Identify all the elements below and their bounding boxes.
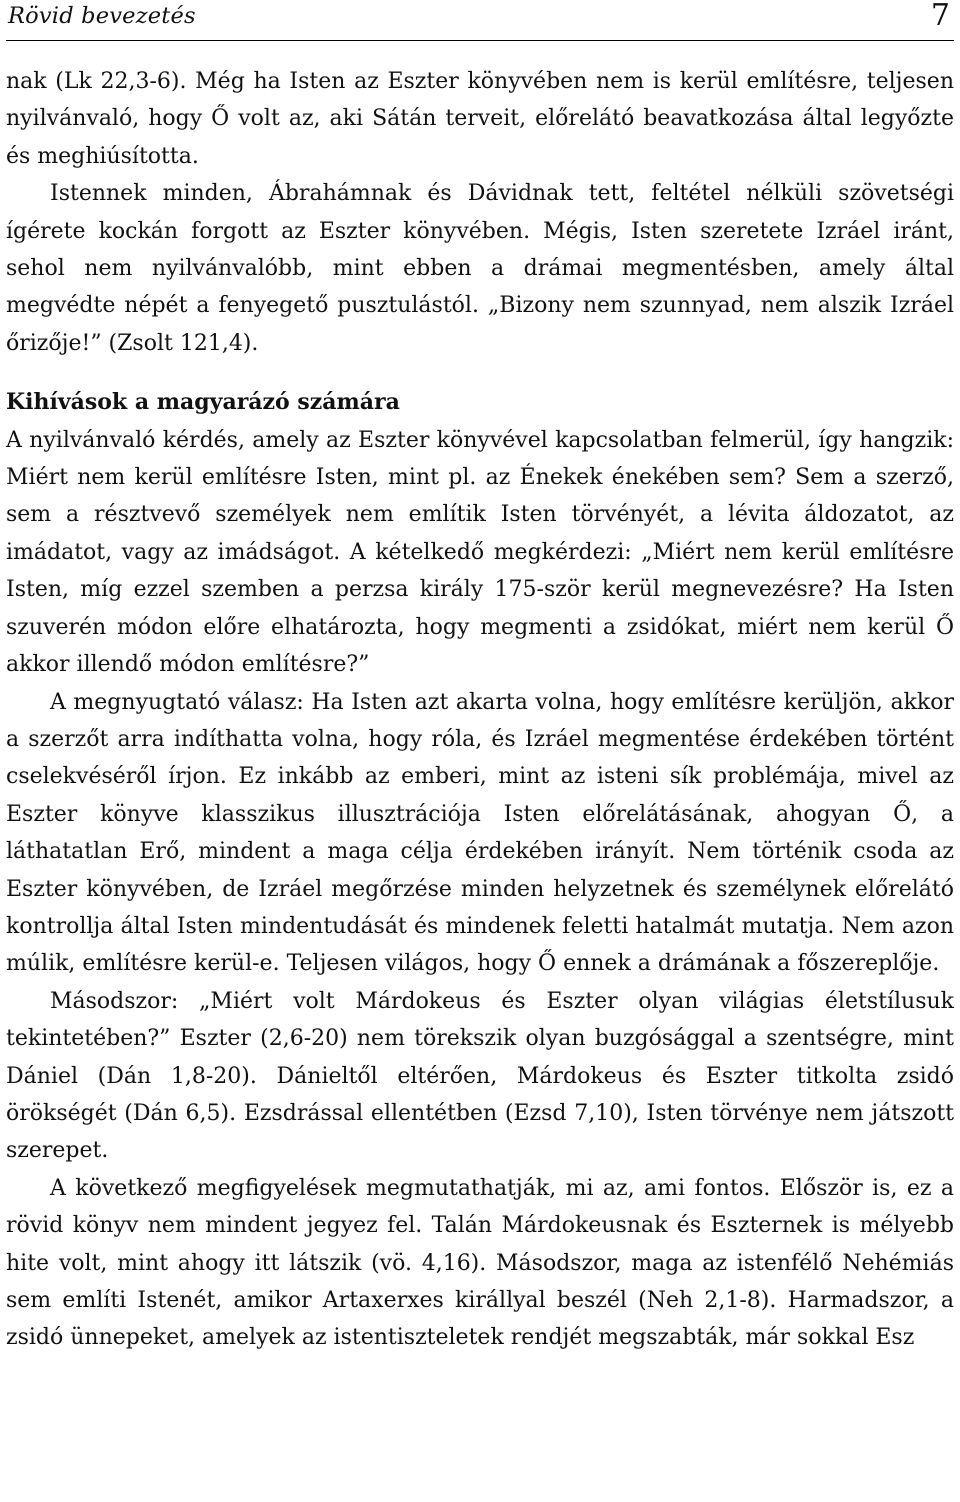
page-number: 7 <box>930 0 950 33</box>
running-header <box>6 0 954 41</box>
body-paragraph: Istennek minden, Ábrahámnak és Dávidnak tett, feltétel nélküli szövetségi ígérete kockán forgott az Eszter könyvében. Mégis, Isten szeretete Izráel iránt, sehol nem nyilvánvalóbb, mint ebben a drámai megmentésben, amely által megvédte népét a fenyegető pusztulástól. „Bizony nem szunnyad, nem alszik Izráel őrizője!” (Zsolt 121,4). <box>6 181 954 356</box>
running-title: Rövid bevezetés <box>8 3 196 29</box>
body-paragraph: nak (Lk 22,3-6). Még ha Isten az Eszter könyvében nem is kerül említésre, teljesen nyilvánvaló, hogy Ő volt az, aki Sátán terveit, előrelátó beavatkozása által legyőzte és meghiúsította. <box>6 69 954 169</box>
body-paragraph: A megnyugtató válasz: Ha Isten azt akarta volna, hogy említésre kerüljön, akkor a szerzőt arra indíthatta volna, hogy róla, és Izráel megmentése érdekében történt cselekvéséről írjon. Ez inkább az emberi, mint az isteni sík problémája, mivel az Eszter könyve klasszikus illusztrációja Isten előrelátásának, ahogyan Ő, a láthatatlan Erő, mindent a maga célja érdekében irányít. Nem történik csoda az Eszter könyvében, de Izráel megőrzése minden helyzetnek és személynek előrelátó kontrollja által Isten mindentudását és mindenek feletti hatalmát mutatja. Nem azon múlik, említésre kerül-e. Teljesen világos, hogy Ő ennek a drámának a főszereplője. <box>6 689 954 977</box>
page-body <box>6 63 954 1357</box>
body-paragraph: A nyilvánvaló kérdés, amely az Eszter könyvével kapcsolatban felmerül, így hangzik: Miért nem kerül említésre Isten, mint pl. az Énekek énekében sem? Sem a szerző, sem a résztvevő személyek nem említik Isten törvényét, a lévita áldozatot, az imádatot, vagy az imádságot. A kételkedő megkérdezi: „Miért nem kerül említésre Isten, míg ezzel szemben a perzsa király 175-ször kerül megnevezésre? Ha Isten szuverén módon előre elhatározta, hogy megmenti a zsidókat, miért nem kerül Ő akkor illendő módon említésre?” <box>6 427 954 678</box>
body-paragraph: Másodszor: „Miért volt Márdokeus és Eszter olyan világias életstílusuk tekintetében?” Eszter (2,6-20) nem törekszik olyan buzgósággal a szentségre, mint Dániel (Dán 1,8-20). Dánieltől eltérően, Márdokeus és Eszter titkolta zsidó örökségét (Dán 6,5). Ezsdrással ellentétben (Ezsd 7,10), Isten törvénye nem játszott szerepet. <box>6 988 954 1164</box>
section-heading: Kihívások a magyarázó számára <box>6 389 400 416</box>
body-paragraph: A következő megfigyelések megmutathatják, mi az, ami fontos. Először is, ez a rövid könyv nem mindent jegyez fel. Talán Márdokeusnak és Eszternek is mélyebb hite volt, mint ahogy itt látszik (vö. 4,16). Másodszor, maga az istenfélő Nehémiás sem említi Istenét, amikor Artaxerxes királlyal beszél (Neh 2,1-8). Harmadszor, a zsidó ünnepeket, amelyek az istentiszteletek rendjét megszabták, már sokkal Esz <box>6 1175 954 1351</box>
